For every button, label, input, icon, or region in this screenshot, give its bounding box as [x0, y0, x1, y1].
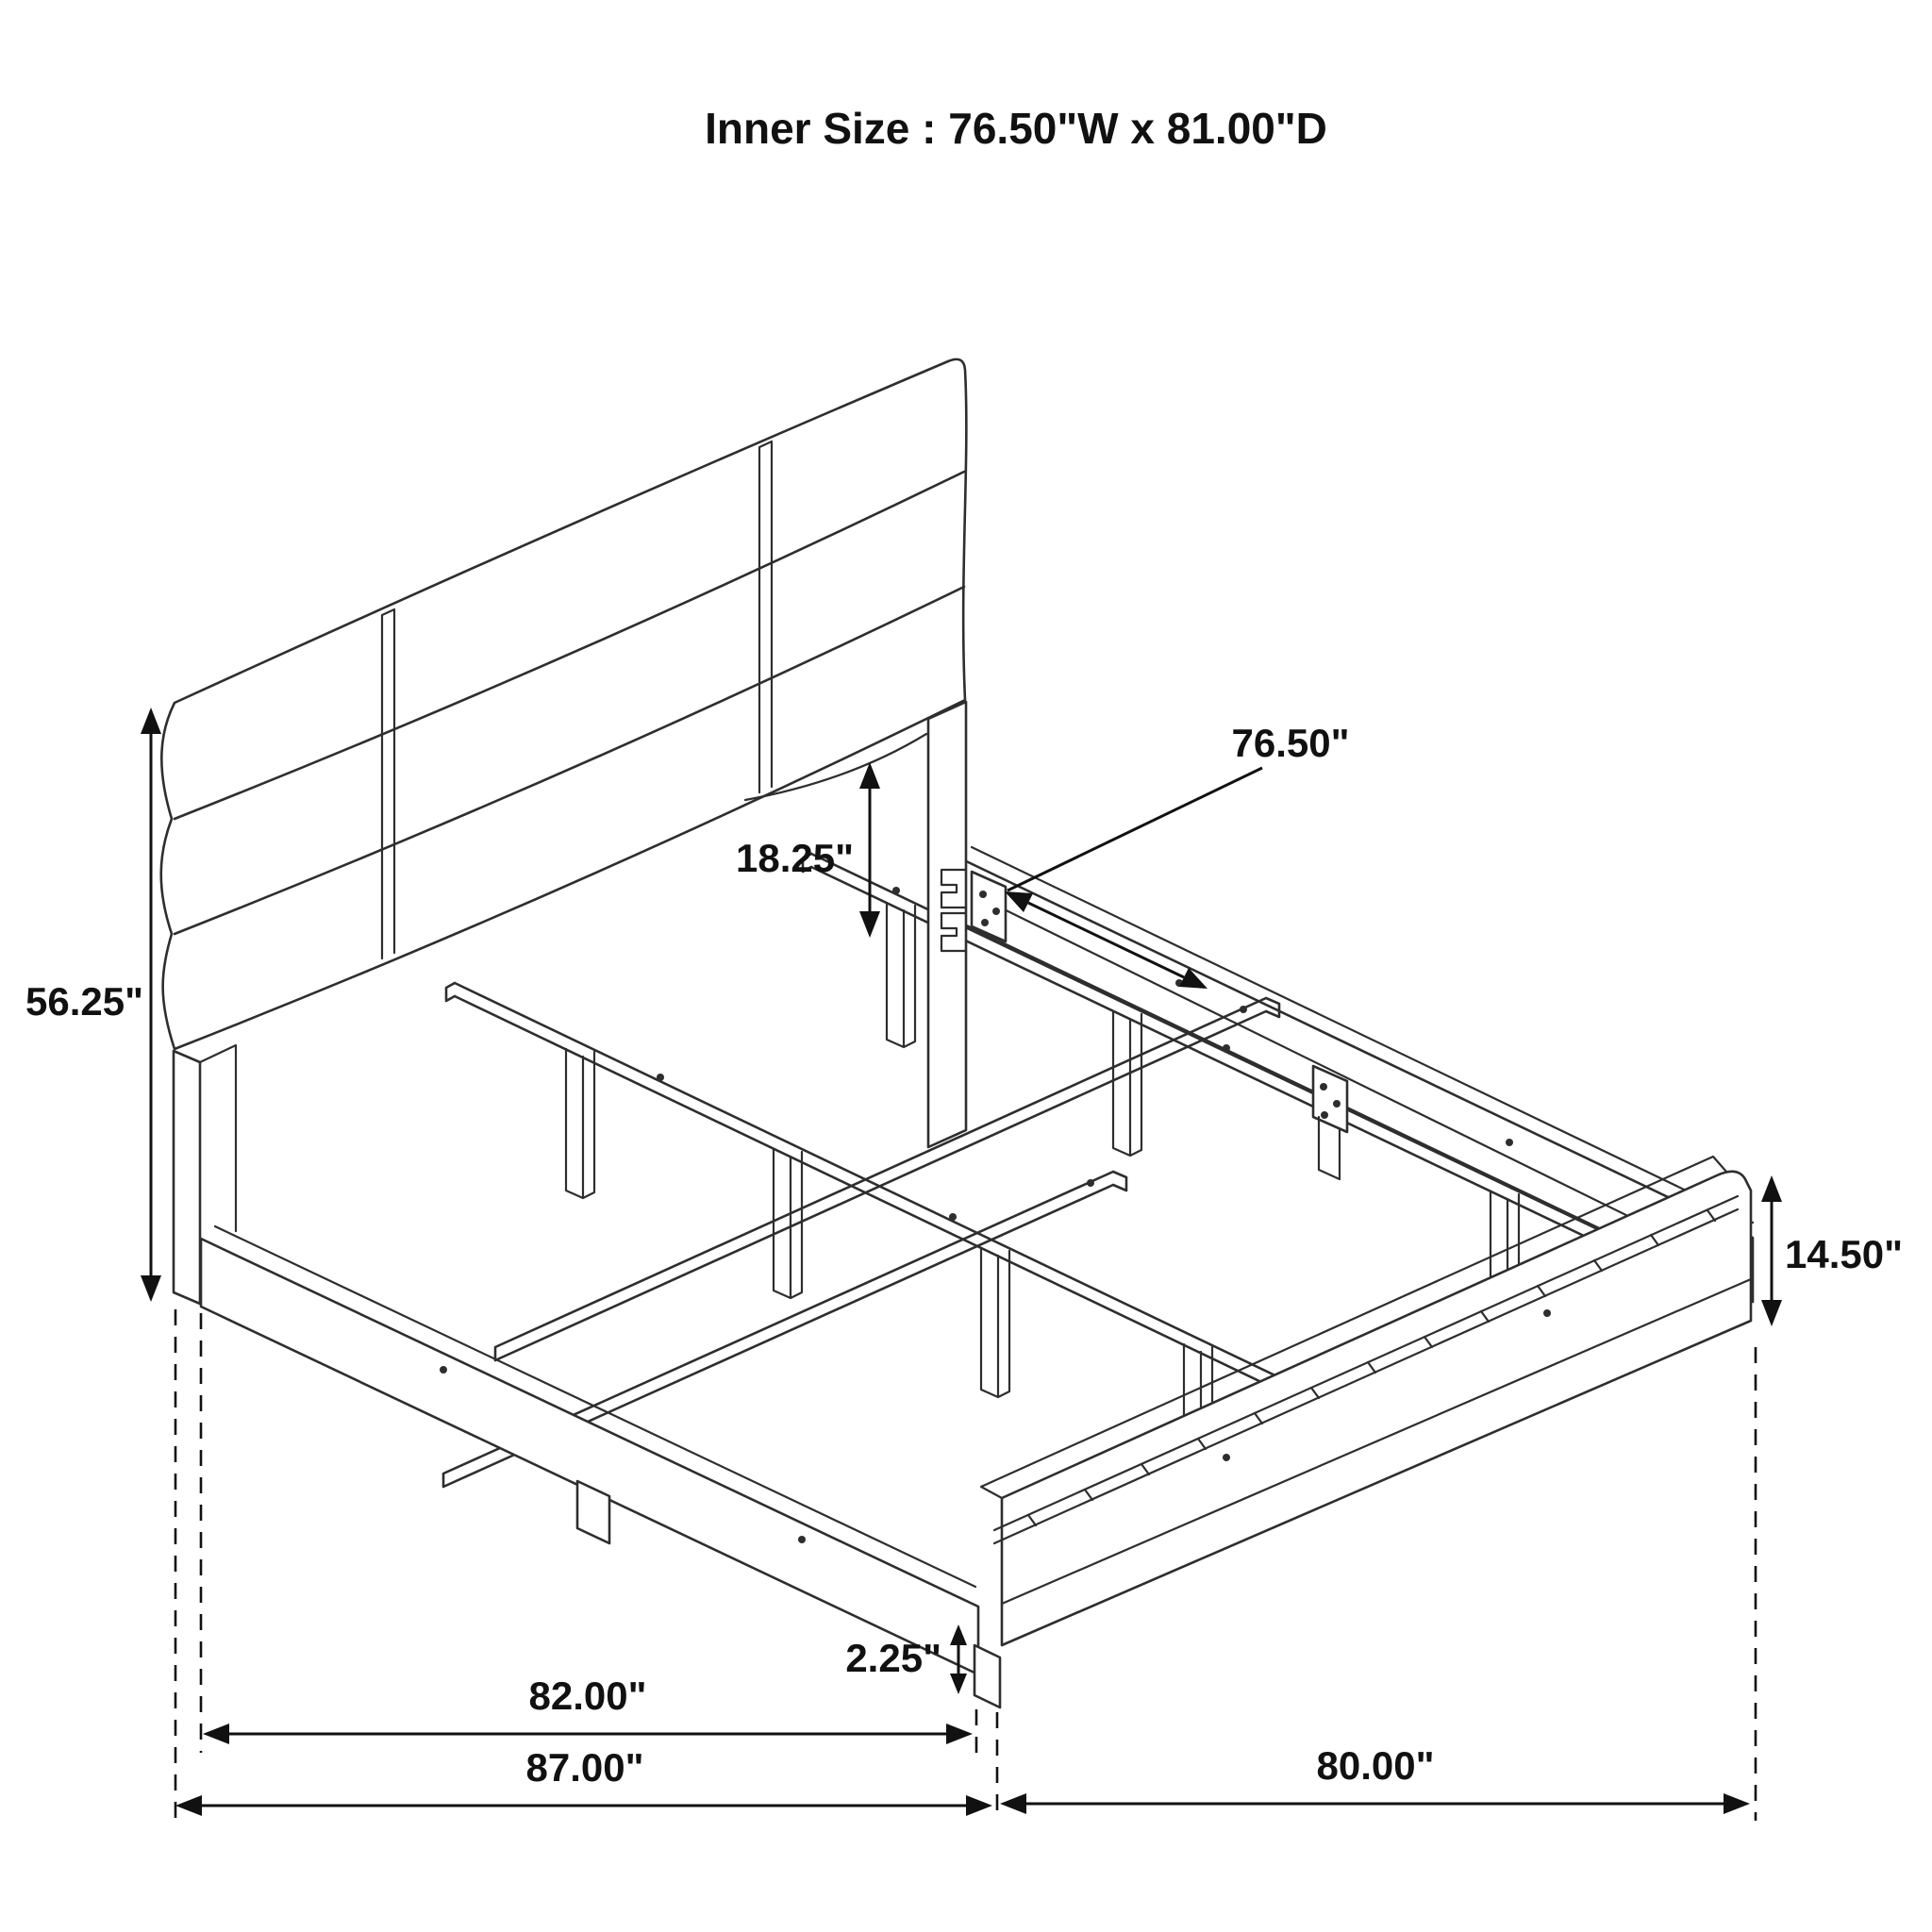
arrowhead-left-icon	[175, 1795, 202, 1816]
bolt-hole	[1543, 1309, 1551, 1317]
dim-side-rail-length	[203, 1674, 973, 1744]
support-leg	[887, 903, 915, 1047]
arrowhead-down-icon	[141, 1275, 161, 1302]
side-rail-right-back-edge	[972, 847, 1753, 1223]
leader-line	[1008, 768, 1262, 891]
bolt-hole	[949, 1213, 957, 1221]
dim-label: 87.00"	[525, 1745, 644, 1790]
dim-label: 82.00"	[528, 1674, 647, 1718]
footboard	[981, 1157, 1751, 1645]
corner-foot	[974, 1645, 1000, 1707]
bolt-hole	[1333, 1100, 1341, 1108]
arrowhead-left-icon	[203, 1724, 229, 1744]
arrowhead-down-icon	[859, 911, 880, 938]
bolt-hole	[1240, 1006, 1247, 1013]
bolt-hole	[1321, 1111, 1328, 1119]
dim-headboard-height	[25, 708, 161, 1302]
dim-label: 76.50"	[1231, 721, 1350, 765]
headboard-leg-right	[928, 702, 966, 1147]
dim-label: 18.25"	[735, 836, 854, 880]
dim-overall-width	[1000, 1743, 1750, 1814]
bolt-hole	[657, 1074, 664, 1081]
arrowhead-up-icon	[141, 708, 161, 734]
center-rail-rear-board	[803, 854, 1627, 1257]
headboard-leg-left	[174, 1051, 200, 1304]
headboard-panel	[161, 359, 967, 1049]
bolt-hole	[440, 1366, 447, 1374]
arrowhead-right-icon	[966, 1795, 992, 1816]
arrowhead-up-icon	[1761, 1175, 1782, 1202]
bolt-hole	[1223, 1454, 1230, 1461]
dim-footboard-height	[1761, 1175, 1903, 1326]
bolt-hole	[892, 887, 900, 894]
bolt-hole	[1506, 1139, 1513, 1146]
bolt-hole	[981, 919, 989, 926]
dim-overall-depth	[175, 1745, 992, 1816]
arrowhead-down-icon	[1761, 1300, 1782, 1326]
center-rail-front-board	[446, 983, 1326, 1413]
dim-label: 56.25"	[25, 979, 143, 1024]
bolt-hole	[1320, 1083, 1327, 1091]
headboard-leg-left-side	[200, 1045, 236, 1231]
bolt-hole	[1223, 1044, 1230, 1052]
cross-slat	[495, 998, 1279, 1360]
center-rail-front	[446, 983, 1326, 1474]
footboard-face	[1002, 1172, 1751, 1645]
dim-label: 2.25"	[845, 1636, 941, 1680]
support-leg	[566, 1049, 594, 1198]
bolt-hole	[992, 908, 1000, 915]
bolt-hole	[1087, 1179, 1094, 1187]
dim-label: 80.00"	[1316, 1743, 1435, 1788]
dim-label: 14.50"	[1785, 1232, 1904, 1276]
bolt-hole	[798, 1536, 806, 1543]
bolt-hole	[979, 891, 987, 898]
arrowhead-left-icon	[1000, 1793, 1026, 1814]
support-leg	[981, 1248, 1009, 1397]
support-leg	[1113, 1011, 1141, 1156]
arrowhead-right-icon	[946, 1724, 973, 1744]
arrowhead-right-icon	[1724, 1793, 1750, 1814]
page-title: Inner Size : 76.50"W x 81.00"D	[705, 104, 1327, 153]
arrowhead-down-icon	[950, 1674, 967, 1694]
